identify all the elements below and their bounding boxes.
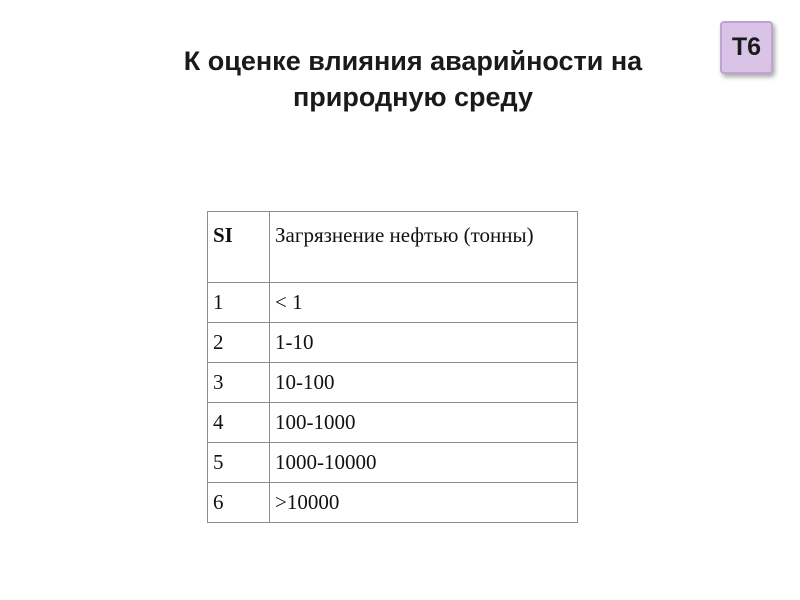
header-oil-pollution: Загрязнение нефтью (тонны) <box>270 212 578 283</box>
cell-oil-tons: 100-1000 <box>270 403 578 443</box>
table-row <box>208 363 578 403</box>
table-row <box>208 283 578 323</box>
table-header-row <box>208 212 578 283</box>
slide-number-badge: Т6 <box>720 21 773 74</box>
table-row <box>208 443 578 483</box>
slide-title-line-1: К оценке влияния аварийности на <box>183 46 643 76</box>
table-row <box>208 323 578 363</box>
cell-si: 5 <box>208 443 270 483</box>
cell-si: 1 <box>208 283 270 323</box>
cell-oil-tons: < 1 <box>270 283 578 323</box>
cell-si: 6 <box>208 483 270 523</box>
slide-title-line-2: природную среду <box>292 82 534 112</box>
cell-si: 3 <box>208 363 270 403</box>
cell-oil-tons: 1-10 <box>270 323 578 363</box>
table-row <box>208 403 578 443</box>
cell-oil-tons: >10000 <box>270 483 578 523</box>
cell-si: 2 <box>208 323 270 363</box>
cell-oil-tons: 10-100 <box>270 363 578 403</box>
slide-title <box>0 43 800 115</box>
table-row <box>208 483 578 523</box>
header-si: SI <box>208 212 270 283</box>
cell-si: 4 <box>208 403 270 443</box>
oil-pollution-table <box>207 211 578 523</box>
cell-oil-tons: 1000-10000 <box>270 443 578 483</box>
